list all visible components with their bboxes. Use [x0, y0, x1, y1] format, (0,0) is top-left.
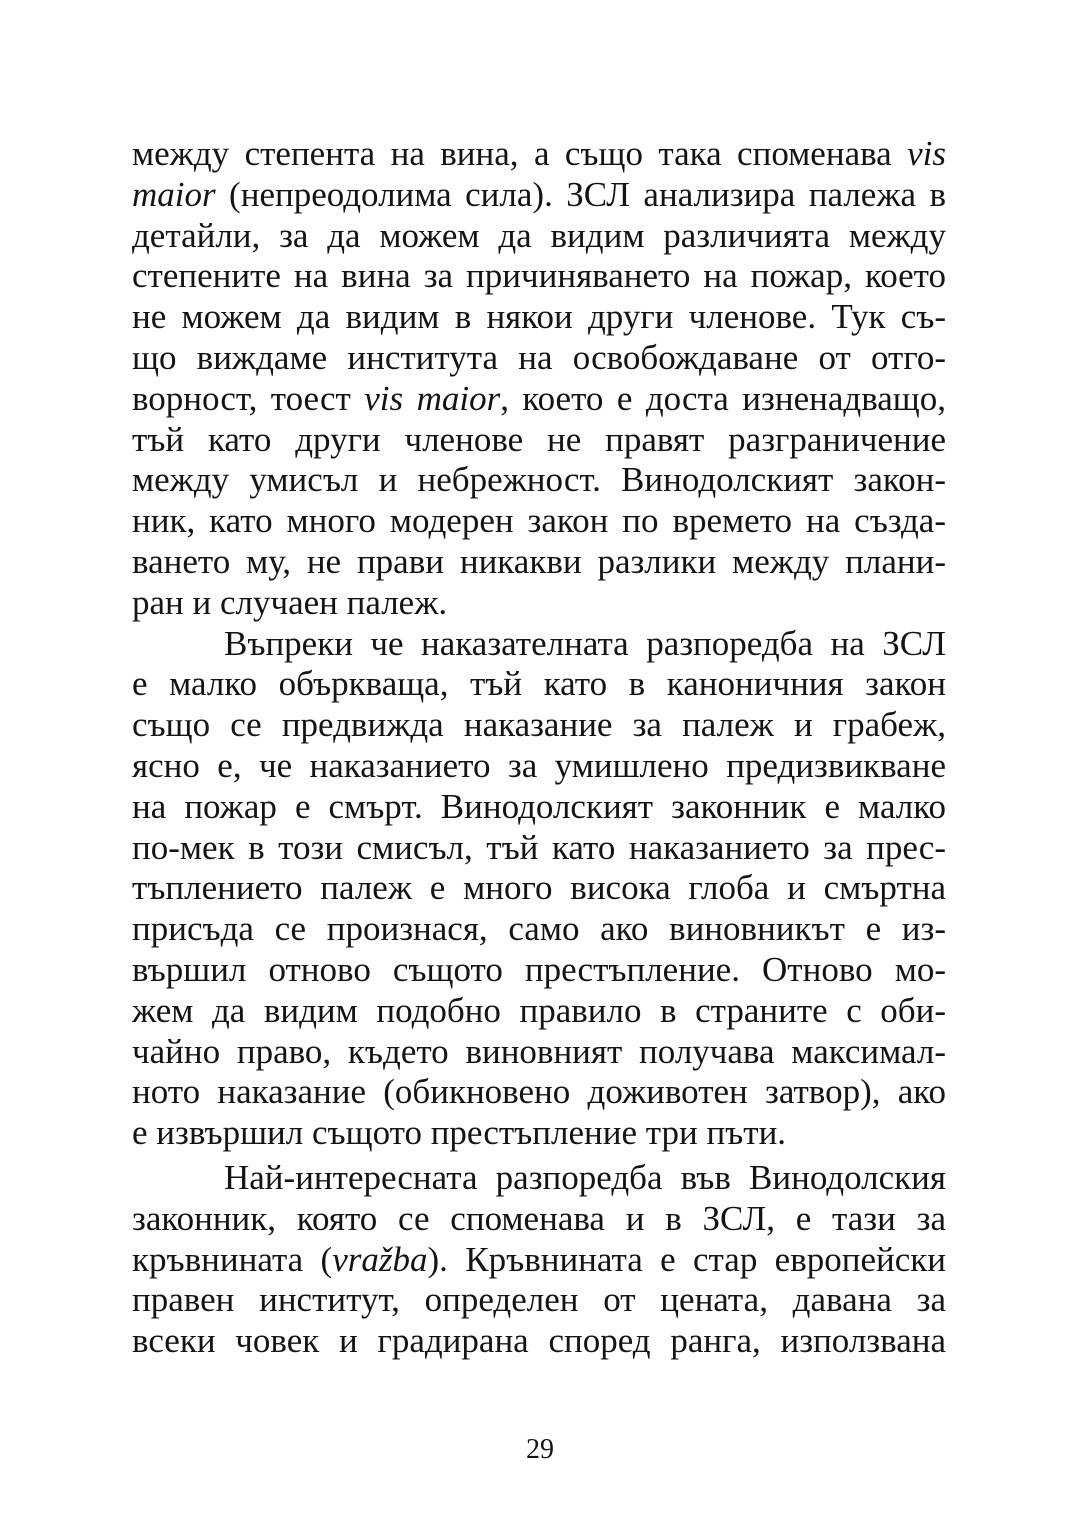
text-line: всеки човек и градирана според ранга, използвана: [132, 1321, 946, 1361]
paragraph-1: [132, 134, 946, 624]
text-line: правен институт, определен от цената, давана за: [132, 1280, 946, 1320]
paragraph-2: [132, 624, 946, 1154]
text-line: Въпреки че наказателната разпоредба на ЗСЛ: [224, 623, 946, 663]
text-line: не можем да видим в някои други членове. Тук съ-: [132, 297, 946, 337]
text-line: ването му, не прави никакви разлики между плани-: [132, 541, 946, 581]
text-line: на пожар е смърт. Винодолският законник е малко: [132, 786, 946, 826]
text-line: ник, като много модерен закон по времето на създа-: [132, 501, 946, 541]
text-line: ран и случаен палеж.: [132, 582, 448, 622]
text-line: чайно право, където виновният получава максимал-: [132, 1031, 946, 1071]
text-line: по-мек в този смисъл, тъй като наказанието за прес-: [132, 827, 946, 867]
text-line: между умисъл и небрежност. Винодолският закон-: [132, 460, 946, 500]
paragraph-3: [132, 1158, 946, 1362]
text-line: законник, която се споменава и в ЗСЛ, е тази за: [132, 1198, 946, 1238]
text-line: Най-интересната разпоредба във Винодолския: [224, 1157, 946, 1197]
text-line: тъй като други членове не правят разграничение: [132, 419, 946, 459]
text-line: ясно е, че наказанието за умишлено предизвикване: [132, 745, 946, 785]
text-line: присъда се произнася, само ако виновникът е из-: [132, 909, 946, 949]
text-line: ворност, тоест vis maior, което е доста изненадващо,: [132, 378, 946, 418]
text-line: е малко объркваща, тъй като в каноничния закон: [132, 664, 946, 704]
body-text: [132, 134, 946, 1362]
text-line: между степента на вина, а също така споменава vis: [132, 134, 946, 173]
text-line: ното наказание (обикновено доживотен затвор), ако: [132, 1072, 946, 1112]
text-line: степените на вина за причиняването на пожар, което: [132, 256, 946, 296]
text-line: maior (непреодолима сила). ЗСЛ анализира палежа в: [132, 174, 946, 214]
text-line: жем да видим подобно правило в страните с оби-: [132, 990, 946, 1030]
text-line: кръвнината (vražba). Кръвнината е стар европейски: [132, 1239, 946, 1279]
text-line: детайли, за да можем да видим различията между: [132, 215, 946, 255]
page-number: 29: [526, 1434, 554, 1465]
text-line: тъплението палеж е много висока глоба и смъртна: [132, 868, 946, 908]
text-line: вършил отново същото престъпление. Отново мо-: [132, 949, 946, 989]
text-line: що виждаме института на освобождаване от отго-: [132, 337, 946, 377]
text-line: е извършил същото престъпление три пъти.: [132, 1113, 787, 1153]
text-line: също се предвижда наказание за палеж и грабеж,: [132, 705, 946, 745]
